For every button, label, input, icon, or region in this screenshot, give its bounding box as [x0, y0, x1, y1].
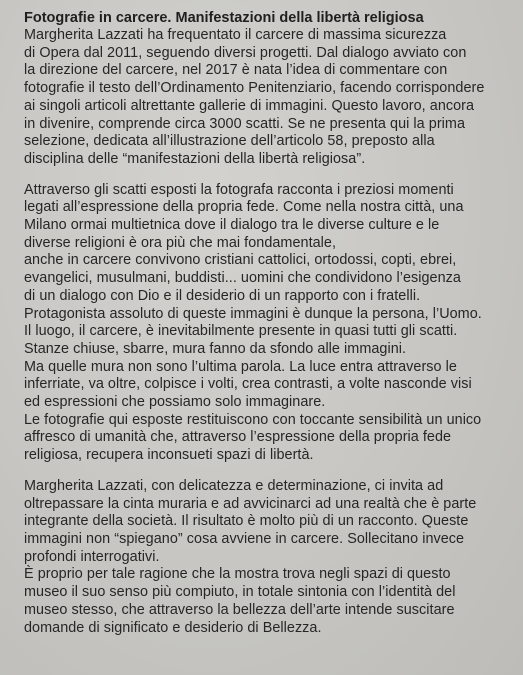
text-line: ed espressioni che possiamo solo immaginare. [24, 394, 326, 411]
text-line: disciplina delle “manifestazioni della libertà religiosa”. [24, 150, 366, 167]
text-line: evangelici, musulmani, buddisti... uomini che condividono l’esigenza [24, 270, 461, 287]
panel-title: Fotografie in carcere. Manifestazioni della libertà religiosa [24, 10, 424, 26]
text-line: inferriate, va oltre, colpisce i volti, crea contrasti, a volte nasconde visi [24, 376, 472, 393]
text-line: la direzione del carcere, nel 2017 è nata l’idea di commentare con [24, 62, 448, 79]
text-line: domande di significato e desiderio di Bellezza. [24, 619, 322, 636]
text-line: Protagonista assoluto di queste immagini è dunque la persona, l’Uomo. [24, 305, 482, 322]
text-line: fotografie il testo dell’Ordinamento Penitenziario, facendo corrispondere [24, 80, 485, 97]
text-line: legati all’espressione della propria fede. Come nella nostra città, una [24, 199, 464, 216]
text-line: ai singoli articoli altrettante gallerie di immagini. Questo lavoro, ancora [24, 97, 475, 114]
text-line: Milano ormai multietnica dove il dialogo tra le diverse culture e le [24, 217, 440, 234]
text-line: È proprio per tale ragione che la mostra trova negli spazi di questo [24, 566, 451, 583]
paragraph-spacer [24, 169, 516, 182]
text-line: profondi interrogativi. [24, 548, 160, 565]
paragraph-body [24, 182, 516, 465]
text-line: oltrepassare la cinta muraria e ad avvicinarci ad una realtà che è parte [24, 495, 477, 512]
text-line: integrante della società. Il risultato è molto più di un racconto. Queste [24, 513, 469, 530]
text-line: Il luogo, il carcere, è inevitabilmente presente in quasi tutti gli scatti. [24, 323, 458, 340]
text-line: affresco di umanità che, attraverso l’espressione della propria fede [24, 429, 452, 446]
text-line: Le fotografie qui esposte restituiscono con toccante sensibilità un unico [24, 411, 482, 428]
text-line: Ma quelle mura non sono l’ultima parola. La luce entra attraverso le [24, 358, 457, 375]
text-line: Margherita Lazzati, con delicatezza e determinazione, ci invita ad [24, 477, 444, 494]
text-line: di un dialogo con Dio e il desiderio di un rapporto con i fratelli. [24, 287, 421, 304]
text-line: Attraverso gli scatti esposti la fotografa racconta i preziosi momenti [24, 181, 454, 198]
text-line: diverse religioni è ora più che mai fondamentale, [24, 234, 337, 251]
paragraph-spacer [24, 465, 516, 478]
text-line: Margherita Lazzati ha frequentato il carcere di massima sicurezza [24, 27, 447, 43]
text-line: anche in carcere convivono cristiani cattolici, ortodossi, copti, ebrei, [24, 252, 457, 269]
paragraph-closing [24, 478, 516, 637]
wall-text-panel [24, 10, 516, 637]
text-line: di Opera dal 2011, seguendo diversi progetti. Dal dialogo avviato con [24, 44, 467, 61]
paragraph-intro [24, 27, 516, 169]
text-line: religiosa, recupera inconsueti spazi di libertà. [24, 447, 314, 464]
text-line: museo stesso, che attraverso la bellezza dell’arte intende suscitare [24, 601, 455, 618]
text-line: in divenire, comprende circa 3000 scatti. Se ne presenta qui la prima [24, 115, 466, 132]
text-line: selezione, dedicata all’illustrazione dell’articolo 58, preposto alla [24, 133, 435, 150]
text-line: museo il suo senso più compiuto, in totale sintonia con l’identità del [24, 584, 456, 601]
text-line: immagini non “spiegano” cosa avviene in carcere. Sollecitano invece [24, 530, 465, 547]
text-line: Stanze chiuse, sbarre, mura fanno da sfondo alle immagini. [24, 340, 407, 357]
